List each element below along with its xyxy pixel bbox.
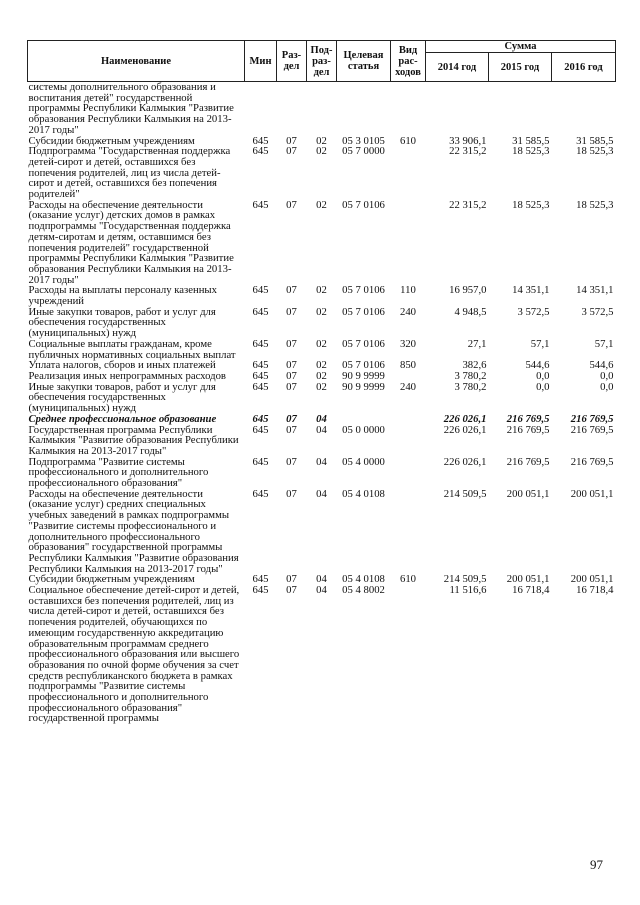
row-2015: 57,1 xyxy=(530,337,550,350)
row-celevaya xyxy=(337,82,391,136)
row-min: 645 xyxy=(252,412,269,425)
row-2014: 27,1 xyxy=(467,337,487,350)
row-name: Расходы на обеспечение деятельности (оказание услуг) детских домов в рамках подпрограммы "Государственная поддержка детям-сиротам и детям, оставшимся без попечения родителей" государственной программы Республики Калмыкия "Развитие образования Республики Калмыкия на 2013-2017 годы" xyxy=(28,198,234,286)
row-name: Подпрограмма "Государственная поддержка детей-сирот и детей, оставшихся без попечения родителей, лиц из числа детей-сирот и детей, оставшихся без попечения родителей" xyxy=(28,145,231,201)
row-name: Реализация иных непрограммных расходов xyxy=(28,369,226,382)
row-2014: 3 780,2 xyxy=(454,380,487,393)
row-podrazdel: 02 xyxy=(316,305,327,318)
row-2014: 22 315,2 xyxy=(449,145,487,158)
row-podrazdel: 02 xyxy=(316,337,327,350)
row-2015: 216 769,5 xyxy=(506,423,550,436)
row-2016: 16 718,4 xyxy=(576,584,614,597)
row-2016: 216 769,5 xyxy=(570,412,614,425)
row-name: Иные закупки товаров, работ и услуг для обеспечения государственных (муниципальных) нужд xyxy=(28,380,216,415)
row-2016: 14 351,1 xyxy=(576,284,614,297)
row-2016: 0,0 xyxy=(600,380,614,393)
header-vid: Вид рас- ходов xyxy=(391,41,426,82)
row-podrazdel: 02 xyxy=(316,284,327,297)
table-header xyxy=(28,41,616,82)
row-celevaya: 05 4 0000 xyxy=(342,455,385,468)
row-min: 645 xyxy=(252,145,269,158)
row-2015: 18 525,3 xyxy=(512,198,550,211)
row-razdel: 07 xyxy=(286,198,297,211)
row-2014: 214 509,5 xyxy=(443,487,487,500)
row-vid: 320 xyxy=(399,337,417,350)
row-2015: 200 051,1 xyxy=(506,573,550,586)
row-2015: 31 585,5 xyxy=(512,134,550,147)
row-min: 645 xyxy=(252,573,269,586)
header-name: Наименование xyxy=(28,41,245,82)
table-row xyxy=(28,339,616,360)
row-min: 645 xyxy=(252,487,269,500)
header-celevaya: Целевая статья xyxy=(337,41,391,82)
table-row xyxy=(28,585,616,724)
row-2016: 200 051,1 xyxy=(570,487,614,500)
row-2014: 214 509,5 xyxy=(443,573,487,586)
row-name: Субсидии бюджетным учреждениям xyxy=(28,573,195,586)
table-row xyxy=(28,489,616,575)
row-podrazdel: 04 xyxy=(316,573,327,586)
header-podrazdel: Под- раз- дел xyxy=(307,41,337,82)
row-podrazdel: 04 xyxy=(316,487,327,500)
row-vid xyxy=(391,82,426,136)
row-2014: 3 780,2 xyxy=(454,369,487,382)
table-row xyxy=(28,457,616,489)
row-vid xyxy=(391,489,426,575)
row-razdel: 07 xyxy=(286,584,297,597)
row-2015: 216 769,5 xyxy=(506,412,550,425)
row-celevaya: 05 7 0000 xyxy=(342,145,385,158)
row-podrazdel: 02 xyxy=(316,198,327,211)
row-2016: 18 525,3 xyxy=(576,145,614,158)
row-celevaya: 05 7 0106 xyxy=(342,337,385,350)
row-celevaya: 05 7 0106 xyxy=(342,284,385,297)
row-vid: 110 xyxy=(400,284,416,297)
row-razdel: 07 xyxy=(286,359,297,372)
row-razdel: 07 xyxy=(286,487,297,500)
row-min: 645 xyxy=(252,359,269,372)
row-min xyxy=(245,82,277,136)
row-vid xyxy=(391,414,426,425)
row-2014: 22 315,2 xyxy=(449,198,487,211)
row-razdel: 07 xyxy=(286,423,297,436)
row-celevaya: 05 7 0106 xyxy=(342,359,385,372)
row-2015 xyxy=(489,82,552,136)
row-2016: 200 051,1 xyxy=(570,573,614,586)
row-2016: 3 572,5 xyxy=(581,305,614,318)
row-razdel xyxy=(277,82,307,136)
row-vid xyxy=(391,457,426,489)
row-razdel: 07 xyxy=(286,284,297,297)
row-podrazdel: 02 xyxy=(316,359,327,372)
row-razdel: 07 xyxy=(286,573,297,586)
budget-table-sheet xyxy=(27,40,615,724)
row-vid xyxy=(391,146,426,200)
row-2016: 544,6 xyxy=(589,359,614,372)
budget-table xyxy=(27,40,616,724)
row-podrazdel: 02 xyxy=(316,134,327,147)
row-podrazdel: 04 xyxy=(316,455,327,468)
row-name: системы дополнительного образования и воспитания детей" государственной программы Республики Калмыкия "Развитие образования Республики Калмыкия на 2013-2017 годы" xyxy=(28,81,234,136)
row-2016 xyxy=(552,82,616,136)
row-vid xyxy=(391,585,426,724)
row-2014: 226 026,1 xyxy=(443,455,487,468)
row-min: 645 xyxy=(252,584,269,597)
row-name: Социальное обеспечение детей-сирот и детей, оставшихся без попечения родителей, лиц из числа детей-сирот и детей, оставшихся без попечения родителей, обучающихся по имеющим государственную аккредитацию образовательным программам среднего профессионального образования или высшего образования по очной форме обучения за счет средств республиканского бюджета в рамках подпрограммы "Развитие системы профессионального и дополнительного профессионального образования" государственной программы xyxy=(28,584,240,725)
row-2015: 16 718,4 xyxy=(512,584,550,597)
row-name: Государственная программа Республики Калмыкия "Развитие образования Республики Калмыкия на 2013-2017 годы" xyxy=(28,423,239,457)
header-razdel: Раз- дел xyxy=(277,41,307,82)
table-row xyxy=(28,82,616,136)
row-2015: 3 572,5 xyxy=(517,305,550,318)
row-celevaya: 05 0 0000 xyxy=(342,423,385,436)
row-celevaya: 05 7 0106 xyxy=(342,305,385,318)
table-row xyxy=(28,382,616,414)
row-celevaya: 05 4 8002 xyxy=(342,584,385,597)
row-2014 xyxy=(426,82,489,136)
table-row xyxy=(28,414,616,425)
row-razdel: 07 xyxy=(286,145,297,158)
row-name: Расходы на обеспечение деятельности (оказание услуг) средних специальных учебных заведений в рамках подпрограммы "Развитие системы профессионального и дополнительного профессионального образования" государственной программы Республики Калмыкия "Развитие образования Республики Калмыкия на 2013-2017 годы" xyxy=(28,487,239,575)
row-podrazdel: 04 xyxy=(316,412,327,425)
row-2016: 18 525,3 xyxy=(576,198,614,211)
row-min: 645 xyxy=(252,198,269,211)
row-2014: 4 948,5 xyxy=(454,305,487,318)
row-celevaya xyxy=(337,414,391,425)
header-2014: 2014 год xyxy=(426,53,489,82)
row-podrazdel: 04 xyxy=(316,423,327,436)
row-vid xyxy=(391,425,426,457)
row-2016: 0,0 xyxy=(600,369,614,382)
row-razdel: 07 xyxy=(286,305,297,318)
row-razdel: 07 xyxy=(286,337,297,350)
row-vid: 610 xyxy=(399,573,417,586)
row-min: 645 xyxy=(252,380,269,393)
row-razdel: 07 xyxy=(286,134,297,147)
row-2016: 216 769,5 xyxy=(570,423,614,436)
header-min: Мин xyxy=(245,41,277,82)
row-2015: 0,0 xyxy=(536,369,550,382)
row-2015: 200 051,1 xyxy=(506,487,550,500)
row-podrazdel xyxy=(307,82,337,136)
row-name: Расходы на выплаты персоналу казенных учреждений xyxy=(28,284,217,308)
page-number: 97 xyxy=(590,857,603,872)
row-celevaya: 05 7 0106 xyxy=(342,198,385,211)
table-body xyxy=(28,82,616,725)
header-2016: 2016 год xyxy=(552,53,616,82)
row-vid: 850 xyxy=(399,359,417,372)
row-vid: 240 xyxy=(399,305,417,318)
row-2015: 0,0 xyxy=(536,380,550,393)
row-vid xyxy=(391,200,426,286)
row-2015: 544,6 xyxy=(525,359,550,372)
row-podrazdel: 02 xyxy=(316,369,327,382)
row-razdel: 07 xyxy=(286,380,297,393)
row-2015: 216 769,5 xyxy=(506,455,550,468)
row-celevaya: 90 9 9999 xyxy=(342,369,385,382)
row-vid: 240 xyxy=(399,380,417,393)
row-2016: 31 585,5 xyxy=(576,134,614,147)
row-celevaya: 05 4 0108 xyxy=(342,573,385,586)
row-celevaya: 90 9 9999 xyxy=(342,380,385,393)
row-vid: 610 xyxy=(399,134,417,147)
row-razdel: 07 xyxy=(286,455,297,468)
row-name: Субсидии бюджетным учреждениям xyxy=(28,134,195,147)
row-min: 645 xyxy=(252,423,269,436)
header-summa: Сумма xyxy=(426,41,616,53)
row-min: 645 xyxy=(252,134,269,147)
row-2016: 216 769,5 xyxy=(570,455,614,468)
row-2016: 57,1 xyxy=(594,337,614,350)
row-name: Среднее профессиональное образование xyxy=(28,412,217,425)
row-podrazdel: 02 xyxy=(316,145,327,158)
row-celevaya: 05 4 0108 xyxy=(342,487,385,500)
table-row xyxy=(28,200,616,286)
table-row xyxy=(28,425,616,457)
row-celevaya: 05 3 0105 xyxy=(342,134,385,147)
row-min: 645 xyxy=(252,305,269,318)
row-razdel: 07 xyxy=(286,369,297,382)
row-2014: 16 957,0 xyxy=(449,284,487,297)
row-2014: 226 026,1 xyxy=(443,412,487,425)
row-2015: 14 351,1 xyxy=(512,284,550,297)
row-min: 645 xyxy=(252,369,269,382)
table-row xyxy=(28,285,616,306)
row-razdel: 07 xyxy=(286,412,297,425)
row-name: Социальные выплаты гражданам, кроме публичных нормативных социальных выплат xyxy=(28,337,236,361)
row-2015: 18 525,3 xyxy=(512,145,550,158)
row-podrazdel: 04 xyxy=(316,584,327,597)
row-name: Подпрограмма "Развитие системы профессионального и дополнительного профессионального образования" xyxy=(28,455,209,490)
row-min: 645 xyxy=(252,337,269,350)
table-row xyxy=(28,307,616,339)
row-min: 645 xyxy=(252,284,269,297)
row-2014: 226 026,1 xyxy=(443,423,487,436)
row-min: 645 xyxy=(252,455,269,468)
row-name: Иные закупки товаров, работ и услуг для обеспечения государственных (муниципальных) нужд xyxy=(28,305,216,340)
row-podrazdel: 02 xyxy=(316,380,327,393)
row-2014: 33 906,1 xyxy=(449,134,487,147)
table-row xyxy=(28,146,616,200)
header-2015: 2015 год xyxy=(489,53,552,82)
row-2014: 11 516,6 xyxy=(449,584,487,597)
row-2014: 382,6 xyxy=(462,359,487,372)
row-name: Уплата налогов, сборов и иных платежей xyxy=(28,359,216,372)
